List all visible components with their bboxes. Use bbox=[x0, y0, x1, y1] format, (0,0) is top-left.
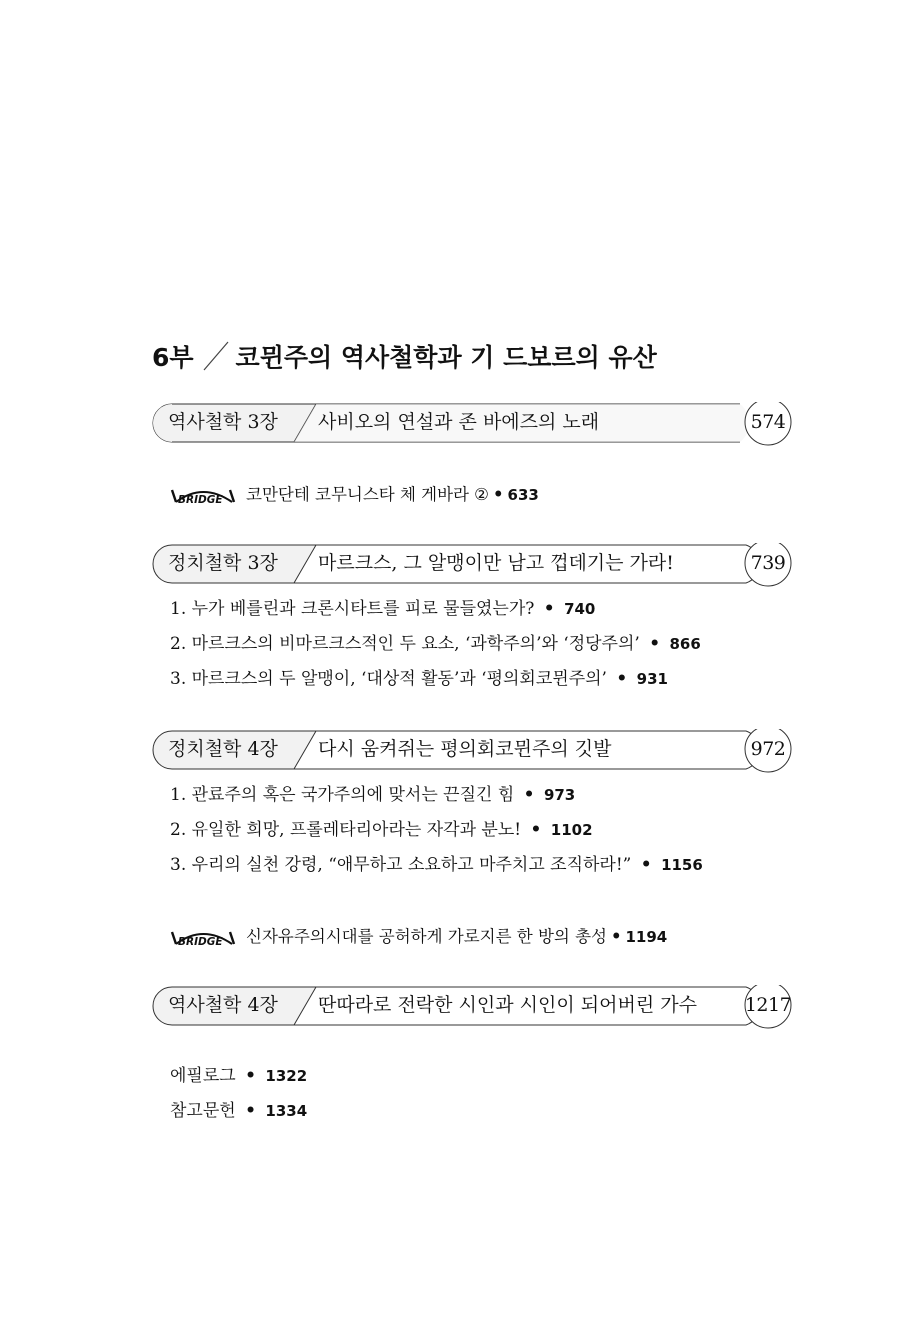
separator-dot: • bbox=[610, 927, 622, 946]
section-title: 3. 우리의 실천 강령, “애무하고 소요하고 마주치고 조직하라!” bbox=[170, 855, 632, 875]
section-entry[interactable] bbox=[170, 851, 703, 879]
chapter-label: 역사철학 4장 bbox=[168, 994, 278, 1016]
slash-divider-icon bbox=[198, 340, 232, 372]
section-entry[interactable] bbox=[170, 595, 595, 623]
separator-dot: • bbox=[530, 820, 542, 840]
part-title: 코뮌주의 역사철학과 기 드보르의 유산 bbox=[235, 343, 657, 372]
separator-dot: • bbox=[245, 1101, 256, 1121]
chapter-page-number: 1217 bbox=[744, 994, 792, 1016]
section-title: 2. 유일한 희망, 프롤레타리아라는 자각과 분노! bbox=[170, 820, 522, 840]
section-title: 1. 누가 베를린과 크론시타트를 피로 물들였는가? bbox=[170, 599, 535, 619]
chapter-page-number: 972 bbox=[750, 738, 786, 760]
bridge-logo-text: BRIDGE bbox=[178, 936, 223, 948]
back-matter-entry[interactable] bbox=[170, 1062, 307, 1090]
back-matter-entry[interactable] bbox=[170, 1097, 307, 1125]
section-entry[interactable] bbox=[170, 816, 593, 844]
section-entry[interactable] bbox=[170, 781, 575, 809]
section-entry[interactable] bbox=[170, 630, 701, 658]
chapter-entry[interactable] bbox=[152, 729, 792, 775]
bridge-title: 코만단테 코무니스타 체 게바라 ② bbox=[246, 485, 489, 504]
separator-dot: • bbox=[245, 1066, 256, 1086]
part-number: 6부 bbox=[152, 343, 194, 372]
part-heading bbox=[152, 338, 657, 374]
bridge-entry[interactable] bbox=[170, 480, 539, 510]
section-entry[interactable] bbox=[170, 665, 668, 693]
section-page-number: 931 bbox=[636, 670, 668, 688]
separator-dot: • bbox=[492, 485, 504, 504]
chapter-title: 다시 움켜쥐는 평의회코뮌주의 깃발 bbox=[318, 738, 612, 760]
separator-dot: • bbox=[640, 855, 652, 875]
section-page-number: 740 bbox=[564, 600, 596, 618]
section-page-number: 1156 bbox=[661, 856, 703, 874]
chapter-entry[interactable] bbox=[152, 985, 792, 1031]
bridge-entry[interactable] bbox=[170, 922, 667, 952]
chapter-title: 사비오의 연설과 존 바에즈의 노래 bbox=[318, 411, 600, 433]
bridge-title: 신자유주의시대를 공허하게 가로지른 한 방의 총성 bbox=[246, 927, 607, 946]
separator-dot: • bbox=[649, 634, 661, 654]
section-title: 3. 마르크스의 두 알맹이, ‘대상적 활동’과 ‘평의회코뮌주의’ bbox=[170, 669, 607, 689]
back-matter-page-number: 1322 bbox=[265, 1067, 308, 1085]
separator-dot: • bbox=[523, 785, 535, 805]
chapter-title: 딴따라로 전락한 시인과 시인이 되어버린 가수 bbox=[318, 994, 697, 1016]
bridge-logo-text: BRIDGE bbox=[178, 494, 223, 506]
section-title: 1. 관료주의 혹은 국가주의에 맞서는 끈질긴 힘 bbox=[170, 785, 515, 805]
chapter-page-number: 739 bbox=[750, 552, 786, 574]
back-matter-title: 참고문헌 bbox=[170, 1101, 236, 1121]
bridge-page-number: 1194 bbox=[625, 928, 668, 946]
chapter-page-number: 574 bbox=[750, 411, 786, 433]
back-matter-page-number: 1334 bbox=[265, 1102, 308, 1120]
chapter-entry[interactable] bbox=[152, 402, 792, 448]
chapter-label: 정치철학 4장 bbox=[168, 738, 278, 760]
section-page-number: 1102 bbox=[550, 821, 593, 839]
section-page-number: 973 bbox=[543, 786, 576, 804]
chapter-label: 역사철학 3장 bbox=[168, 411, 278, 433]
back-matter-title: 에필로그 bbox=[170, 1066, 236, 1086]
separator-dot: • bbox=[543, 599, 555, 619]
bridge-logo-icon bbox=[170, 484, 236, 506]
bridge-logo-icon bbox=[170, 926, 236, 948]
chapter-entry[interactable] bbox=[152, 543, 792, 589]
separator-dot: • bbox=[616, 669, 628, 689]
section-title: 2. 마르크스의 비마르크스적인 두 요소, ‘과학주의’와 ‘정당주의’ bbox=[170, 634, 640, 654]
section-page-number: 866 bbox=[669, 635, 701, 653]
chapter-title: 마르크스, 그 알맹이만 남고 껍데기는 가라! bbox=[318, 552, 674, 574]
chapter-label: 정치철학 3장 bbox=[168, 552, 278, 574]
bridge-page-number: 633 bbox=[507, 486, 539, 504]
